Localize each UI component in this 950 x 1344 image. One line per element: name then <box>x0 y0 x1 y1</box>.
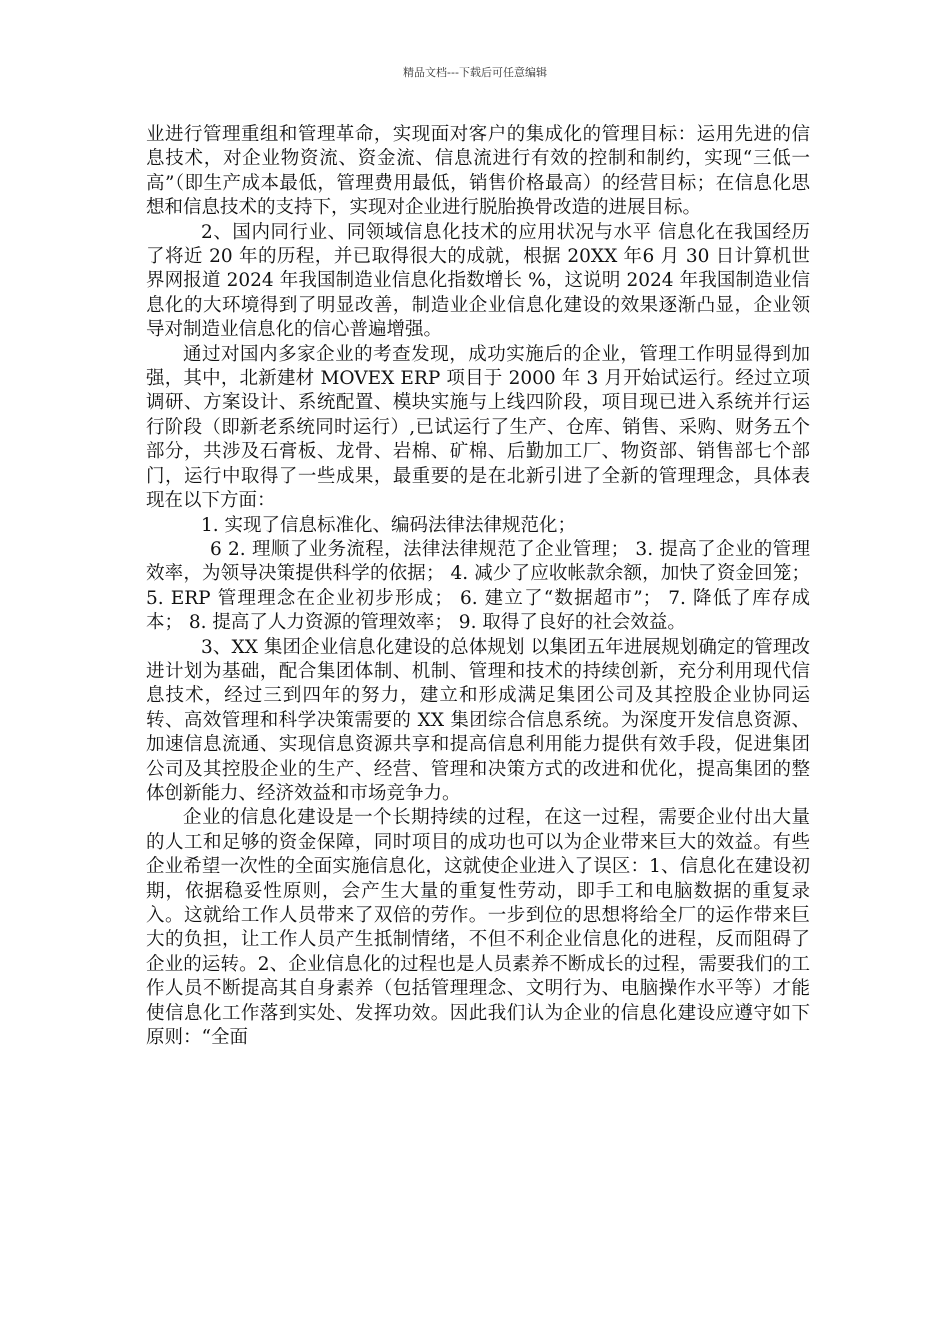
paragraph-principles: 企业的信息化建设是一个长期持续的过程，在这一过程，需要企业付出大量的人工和足够的资金保障，同时项目的成功也可以为企业带来巨大的效益。有些企业希望一次性的全面实施信息化，这就使企业进入了误区：1、信息化在建设初期，依据稳妥性原则，会产生大量的重复性劳动，即手工和电脑数据的重复录入。这就给工作人员带来了双倍的劳作。一步到位的思想将给全厂的运作带来巨大的负担，让工作人员产生抵制情绪，不但不利企业信息化的进程，反而阻碍了企业的运转。2、企业信息化的过程也是人员素养不断成长的过程，需要我们的工作人员不断提高其自身素养（包括管理理念、文明行为、电脑操作水平等）才能使信息化工作落到实处、发挥功效。因此我们认为企业的信息化建设应遵守如下原则：“全面 <box>146 807 810 1049</box>
paragraph-group-plan: 3、XX 集团企业信息化建设的总体规划 以集团五年进展规划确定的管理改进计划为基础，配合集团体制、机制、管理和技术的持续创新，充分利用现代信息技术，经过三到四年的努力，建立和形成满足集团公司及其控股企业协同运转、高效管理和科学决策需要的 XX 集团综合信息系统。为深度开发信息资源、加速信息流通、实现信息资源共享和提高信息利用能力提供有效手段，促进集团公司及其控股企业的生产、经营、管理和决策方式的改进和优化，提高集团的整体创新能力、经济效益和市场竞争力。 <box>146 636 810 804</box>
page-header: 精品文档---下载后可任意编辑 <box>403 66 547 79</box>
paragraph-domestic-status: 2、国内同行业、同领域信息化技术的应用状况与水平 信息化在我国经历了将近 20 年的历程，并已取得很大的成就，根据 20XX 年6 月 30 日计算机世界网报道 2024 年我国制造业信息化指数增长 %，这说明 2024 年我国制造业信息化的大环境得到了明显改善，制造业企业信息化建设的效果逐渐凸显，企业领导对制造业信息化的信心普遍增强。 <box>146 221 810 341</box>
paragraph-management-goals: 业进行管理重组和管理革命，实现面对客户的集成化的管理目标：运用先进的信息技术，对企业物资流、资金流、信息流进行有效的控制和制约，实现“三低一高”（即生产成本最低，管理费用最低，销售价格最高）的经营目标；在信息化思想和信息技术的支持下，实现对企业进行脱胎换骨改造的进展目标。 <box>146 124 810 219</box>
paragraph-case-study: 通过对国内多家企业的考查发现，成功实施后的企业，管理工作明显得到加强，其中，北新建材 MOVEX ERP 项目于 2000 年 3 月开始试运行。经过立项调研、方案设计、系统配置、模块实施与上线四阶段，项目现已进入系统并行运行阶段（即新老系统同时运行）,已试运行了生产、仓库、销售、采购、财务五个部分，共涉及石膏板、龙骨、岩棉、矿棉、后勤加工厂、物资部、销售部七个部门，运行中取得了一些成果，最重要的是在北新引进了全新的管理理念，具体表现在以下方面： <box>146 343 810 512</box>
list-item-standardization: 1. 实现了信息标准化、编码法律法律规范化； <box>201 514 577 536</box>
document-body <box>146 123 810 1050</box>
list-item-achievements: 6 2. 理顺了业务流程，法律法律规范了企业管理； 3. 提高了企业的管理效率，为领导决策提供科学的依据； 4. 减少了应收帐款余额，加快了资金回笼； 5. ERP 管理理念在企业初步形成； 6. 建立了“数据超市”； 7. 降低了库存成本； 8. 提高了人力资源的管理效率； 9. 取得了良好的社会效益。 <box>146 538 810 634</box>
